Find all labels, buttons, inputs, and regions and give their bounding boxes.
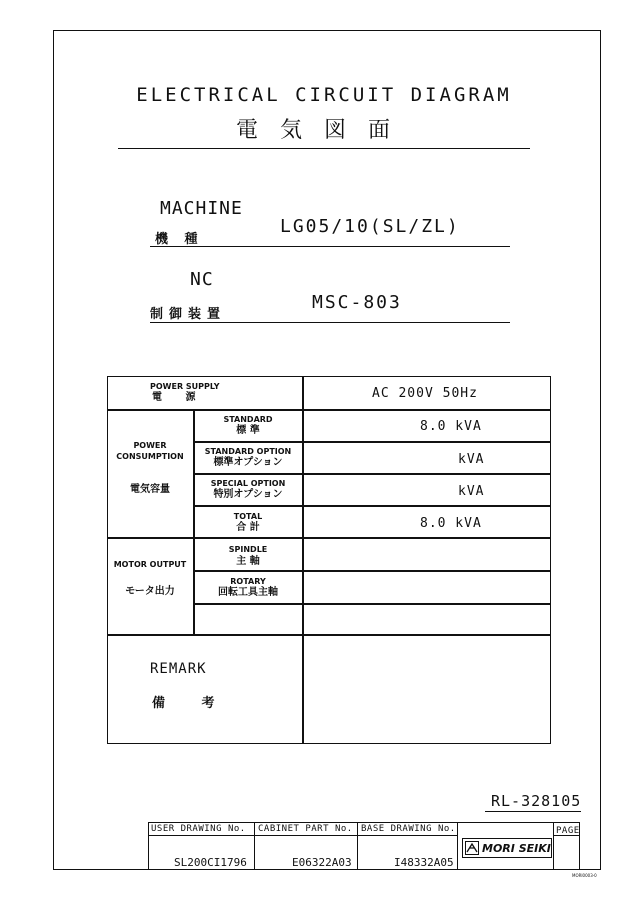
- remark-label-jp: 備 考: [152, 696, 231, 711]
- company-emblem-icon: [465, 841, 479, 855]
- row-divider: [193, 570, 551, 572]
- cabinet-part-label: CABINET PART No.: [258, 824, 353, 834]
- motor-output-label-en: MOTOR OUTPUT: [113, 560, 187, 569]
- special-option-value: kVA: [458, 484, 485, 499]
- spindle-label-jp: 主 軸: [236, 556, 260, 567]
- row-divider: [193, 473, 551, 475]
- company-name: MORI SEIKI: [482, 841, 551, 855]
- motor-output-label-jp: モータ出力: [125, 586, 175, 597]
- col-divider: [302, 376, 304, 744]
- power-consumption-label-en-2: CONSUMPTION: [116, 452, 184, 461]
- total-label-jp: 合 計: [236, 522, 260, 533]
- form-code: MORI0003-0: [572, 873, 597, 878]
- base-drawing-value: I48332A05: [394, 856, 454, 869]
- rotary-label-en: ROTARY: [230, 577, 266, 586]
- title-block-divider: [148, 835, 457, 836]
- standard-label-jp: 標 準: [236, 425, 260, 436]
- machine-label-en: MACHINE: [160, 198, 243, 219]
- row-divider: [107, 537, 551, 539]
- machine-underline: [150, 246, 510, 247]
- title-japanese: 電気図面: [235, 118, 412, 143]
- special-option-label-en: SPECIAL OPTION: [210, 479, 286, 488]
- nc-value: MSC-803: [312, 292, 402, 313]
- nc-label-en: NC: [190, 269, 214, 290]
- power-consumption-label-jp: 電気容量: [130, 484, 170, 495]
- standard-option-label-en: STANDARD OPTION: [204, 447, 292, 456]
- row-divider: [193, 441, 551, 443]
- user-drawing-label: USER DRAWING No.: [151, 824, 246, 834]
- user-drawing-value: SL200CI1796: [174, 856, 247, 869]
- company-logo: [462, 838, 552, 858]
- drawing-number: RL-328105: [491, 792, 582, 810]
- title-block-divider: [254, 822, 255, 870]
- standard-label-en: STANDARD: [223, 415, 273, 424]
- machine-label-jp: 機 種: [155, 232, 204, 247]
- remark-label-en: REMARK: [150, 661, 207, 677]
- page-label: PAGE: [556, 826, 580, 836]
- power-consumption-label-en-1: POWER: [133, 441, 167, 450]
- power-supply-label-en: POWER SUPPLY: [150, 382, 220, 391]
- drawing-number-underline: [485, 811, 581, 812]
- row-divider: [107, 409, 551, 411]
- nc-underline: [150, 322, 510, 323]
- special-option-label-jp: 特別オプション: [213, 489, 283, 500]
- row-divider: [193, 603, 551, 605]
- standard-value: 8.0 kVA: [420, 419, 482, 434]
- total-value: 8.0 kVA: [420, 516, 482, 531]
- standard-option-value: kVA: [458, 452, 485, 467]
- spindle-label-en: SPINDLE: [228, 545, 268, 554]
- title-block-divider: [457, 822, 458, 870]
- title-block-divider: [357, 822, 358, 870]
- cabinet-part-value: E06322A03: [292, 856, 352, 869]
- title-block-divider: [553, 822, 554, 870]
- base-drawing-label: BASE DRAWING No.: [361, 824, 456, 834]
- total-label-en: TOTAL: [233, 512, 263, 521]
- machine-value: LG05/10(SL/ZL): [280, 216, 460, 237]
- power-supply-label-jp: 電 源: [152, 392, 206, 403]
- row-divider: [193, 505, 551, 507]
- rotary-label-jp: 回転工具主軸: [218, 587, 278, 598]
- title-english: ELECTRICAL CIRCUIT DIAGRAM: [136, 84, 512, 106]
- row-divider: [107, 634, 551, 636]
- title-underline: [118, 148, 530, 149]
- standard-option-label-jp: 標準オプション: [213, 457, 283, 468]
- nc-label-jp: 制御装置: [150, 307, 227, 322]
- power-supply-value: AC 200V 50Hz: [372, 386, 478, 401]
